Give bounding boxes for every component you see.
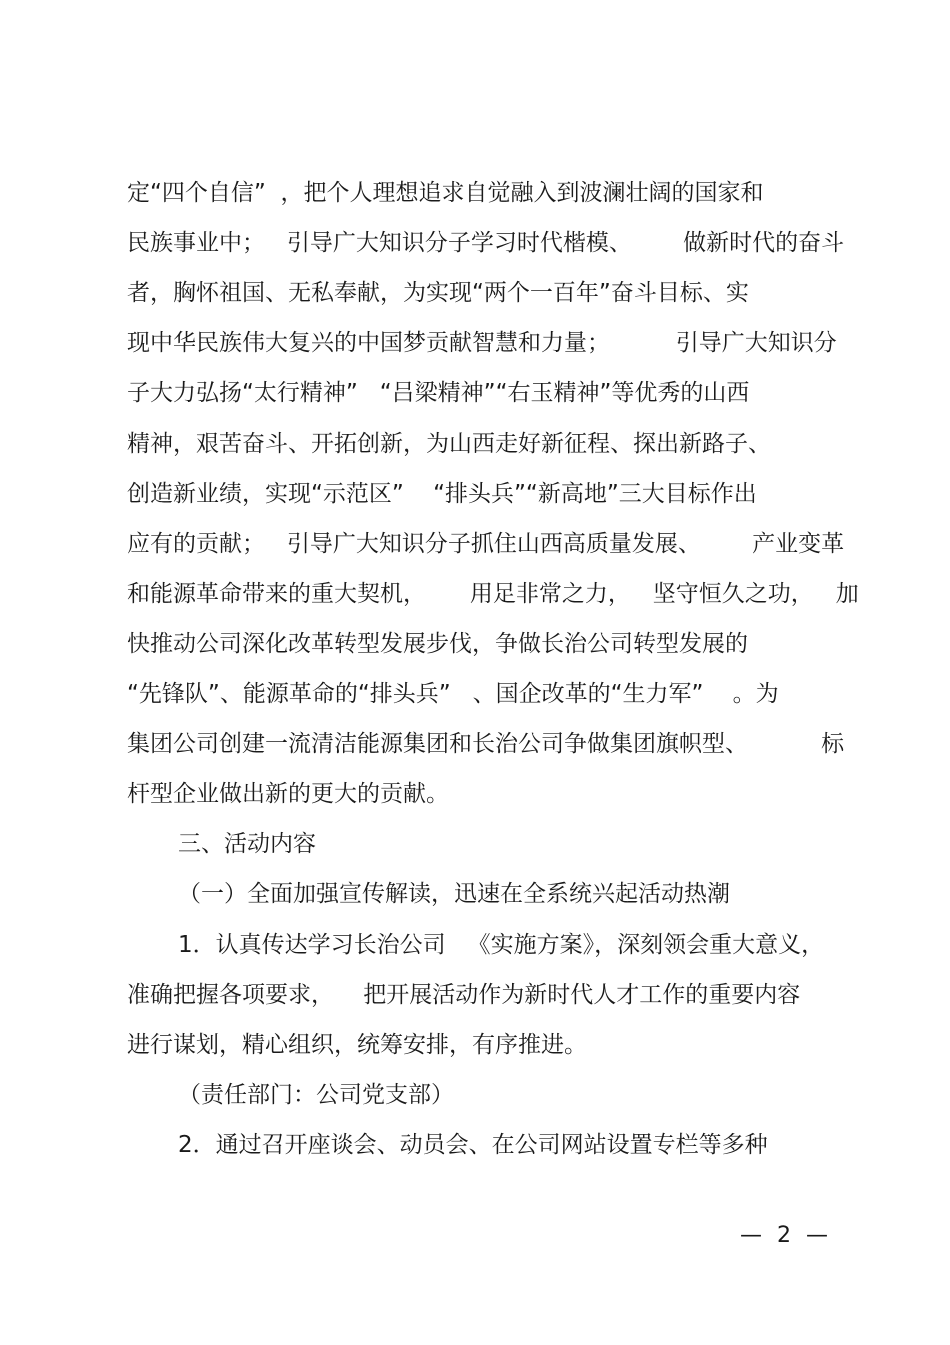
text-line: 应有的贡献； 引导广大知识分子抓住山西高质量发展、 产业变革 xyxy=(127,531,845,557)
text-line: 现中华民族伟大复兴的中国梦贡献智慧和力量； 引导广大知识分 xyxy=(127,330,837,356)
text-line: 快推动公司深化改革转型发展步伐，争做长治公司转型发展的 xyxy=(127,631,748,657)
text-line: 2．通过召开座谈会、动员会、在公司网站设置专栏等多种 xyxy=(178,1132,768,1158)
text-line: 子大力弘扬“太行精神” “吕梁精神”“右玉精神”等优秀的山西 xyxy=(127,380,750,406)
text-line: 集团公司创建一流清洁能源集团和长治公司争做集团旗帜型、 标 xyxy=(127,731,845,757)
text-line: “先锋队”、能源革命的“排头兵” 、国企改革的“生力军” 。为 xyxy=(127,681,779,707)
text-line: 定“四个自信” ，把个人理想追求自觉融入到波澜壮阔的国家和 xyxy=(127,180,764,206)
text-line: 民族事业中； 引导广大知识分子学习时代楷模、 做新时代的奋斗 xyxy=(127,230,845,256)
page-number: — 2 — xyxy=(740,1223,832,1248)
text-line: 创造新业绩，实现“示范区” “排头兵”“新高地”三大目标作出 xyxy=(127,481,757,507)
text-line: 者，胸怀祖国、无私奉献，为实现“两个一百年”奋斗目标、实 xyxy=(127,280,749,306)
text-line: （责任部门：公司党支部） xyxy=(178,1082,454,1108)
text-line: 三、活动内容 xyxy=(178,831,316,857)
text-line: 1．认真传达学习长治公司 《实施方案》，深刻领会重大意义， xyxy=(178,932,825,958)
text-line: （一）全面加强宣传解读，迅速在全系统兴起活动热潮 xyxy=(178,881,730,907)
text-line: 和能源革命带来的重大契机， 用足非常之力， 坚守恒久之功， 加 xyxy=(127,581,859,607)
text-line: 精神，艰苦奋斗、开拓创新，为山西走好新征程、探出新路子、 xyxy=(127,431,771,457)
text-line: 杆型企业做出新的更大的贡献。 xyxy=(127,781,449,807)
text-line: 进行谋划，精心组织，统筹安排，有序推进。 xyxy=(127,1032,587,1058)
text-line: 准确把握各项要求， 把开展活动作为新时代人才工作的重要内容 xyxy=(127,982,801,1008)
